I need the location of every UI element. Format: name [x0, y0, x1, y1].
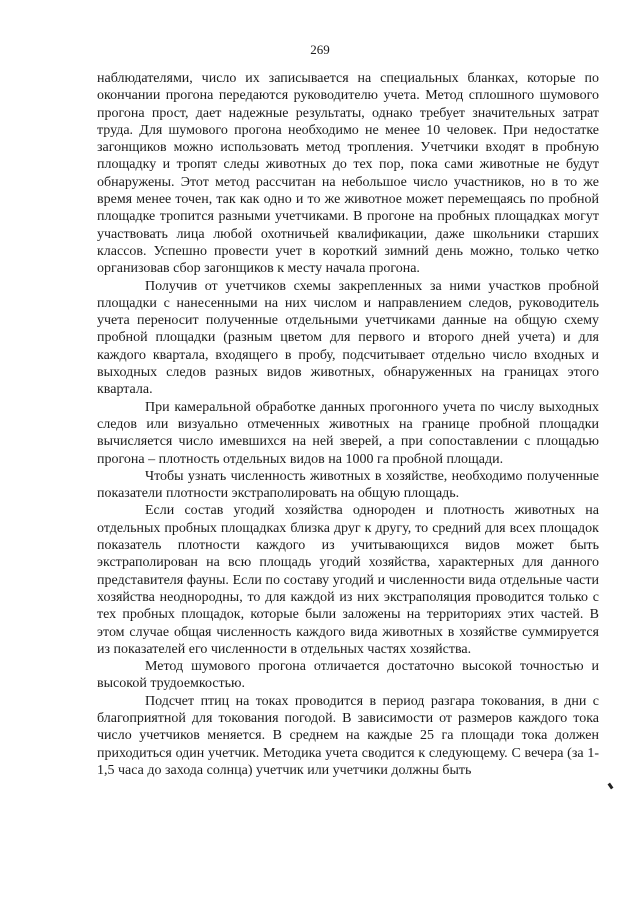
scan-speck	[608, 783, 614, 790]
paragraph: При камеральной обработке данных прогонного учета по числу выходных следов или визуально отмеченных животных на границе пробной площадки вычисляется число имевшихся на ней зверей, а при сопоставлении с площадью прогона – плотность отдельных видов на 1000 га пробной площади.	[97, 399, 599, 467]
paragraph: наблюдателями, число их записывается на специальных бланках, которые по окончании прогона передаются руководителю учета. Метод сплошного шумового прогона прост, дает надежные результаты, однако требует значительных затрат труда. Для шумового прогона необходимо не менее 10 человек. При недостатке загонщиков можно использовать метод тропления. Учетчики входят в пробную площадку и тропят следы животных до тех пор, пока сами животные не будут обнаружены. Этот метод рассчитан на небольшое число участников, но в то же время менее точен, так как одно и то же животное может перемещаясь по пробной площадке тропится разными учетчиками. В прогоне на пробных площадках могут участвовать лица любой охотничьей квалификации, даже школьники старших классов. Успешно провести учет в короткий зимний день можно, только четко организовав сбор загонщиков к месту начала прогона.	[97, 71, 599, 277]
page-number: 269	[310, 42, 330, 57]
paragraph: Получив от учетчиков схемы закрепленных за ними участков пробной площадки с нанесенными на них числом и направлением следов, руководитель учета переносит полученные отдельными учетчиками данные на общую схему пробной площадки (разным цветом для первого и второго дней учета) и для каждого квартала, входящего в пробу, подсчитывает отдельно число входных и выходных следов разных видов животных, обнаруженных на границах этого квартала.	[97, 278, 599, 398]
paragraph: Подсчет птиц на токах проводится в период разгара токования, в дни с благоприятной для токования погодой. В зависимости от размеров каждого тока число учетчиков меняется. В среднем на каждые 25 га площади тока должен приходиться один учетчик. Методика учета сводится к следующему. С вечера (за 1-1,5 часа до захода солнца) учетчик или учетчики должны быть	[97, 693, 599, 778]
paragraph: Метод шумового прогона отличается достаточно высокой точностью и высокой трудоемкостью.	[97, 659, 599, 692]
body-text	[97, 70, 599, 779]
paragraph: Чтобы узнать численность животных в хозяйстве, необходимо полученные показатели плотности экстраполировать на общую площадь.	[97, 468, 599, 502]
paragraph: Если состав угодий хозяйства однороден и плотность животных на отдельных пробных площадках близка друг к другу, то средний для всех площадок показатель плотности каждого из учитывающихся видов может быть экстраполирован на всю площадь угодий хозяйства, характерных для данного представителя фауны. Если по составу угодий и численности вида отдельные части хозяйства неоднородны, то для каждой из них экстраполяция проводится только с тех пробных площадок, которые были заложены на территориях этих частей. В этом случае общая численность каждого вида животных в хозяйстве суммируется из показателей его численности в отдельных частях хозяйства.	[97, 503, 599, 657]
